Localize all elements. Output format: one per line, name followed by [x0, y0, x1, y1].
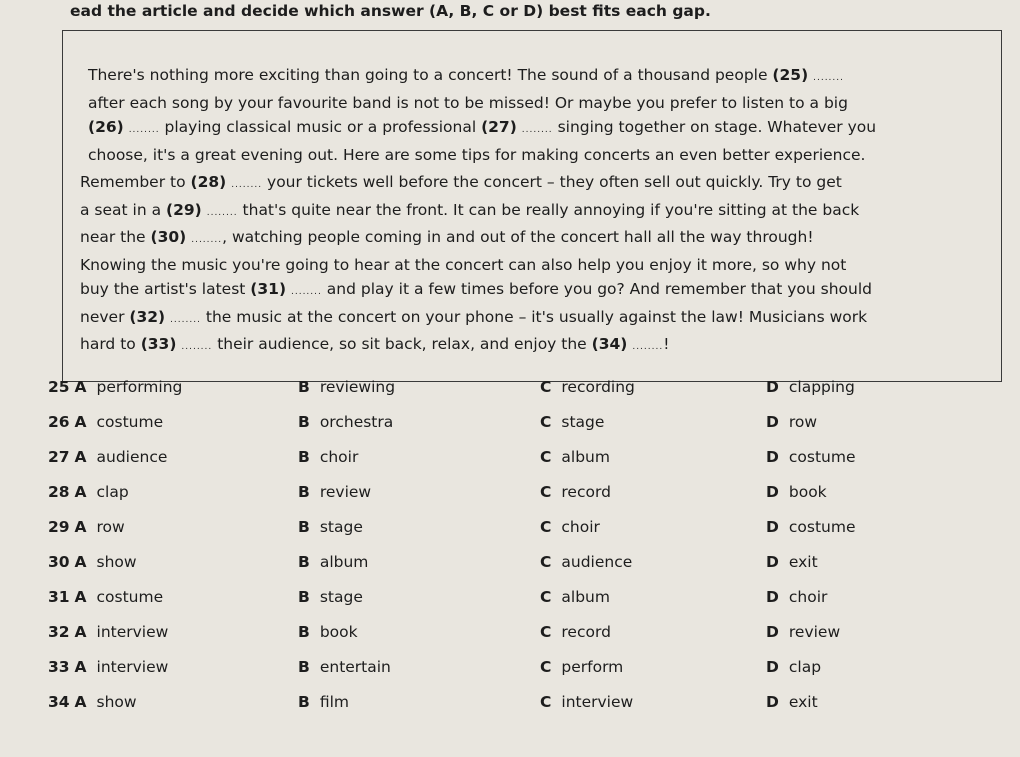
option-text: album: [561, 588, 610, 606]
question-row-32: [0, 623, 1020, 651]
option-text: clap: [788, 658, 822, 676]
option-25-a[interactable]: [48, 378, 182, 396]
question-number: 26: [48, 413, 70, 431]
option-25-b[interactable]: [298, 378, 395, 396]
question-number: 31: [48, 588, 70, 606]
paragraph-1-line-2: after each song by your favourite band is not to be missed! Or maybe you prefer to listen to a big: [88, 93, 848, 112]
gap-28: ........: [231, 180, 263, 190]
gap-number-32: (32): [129, 307, 166, 326]
option-26-c[interactable]: [540, 413, 604, 431]
gap-number-30: (30): [150, 228, 187, 246]
option-26-b[interactable]: [298, 413, 393, 431]
question-row-33: [0, 658, 1020, 686]
option-text: audience: [96, 448, 168, 466]
text-segment: their audience, so sit back, relax, and enjoy the: [212, 335, 592, 353]
instruction-text: ead the article and decide which answer (A, B, C or D) best fits each gap.: [70, 2, 711, 20]
option-letter: B: [298, 378, 310, 396]
option-letter: C: [540, 378, 552, 396]
option-text: book: [788, 483, 827, 501]
option-27-d[interactable]: [766, 448, 856, 466]
option-text: interview: [96, 623, 169, 641]
gap-27: ........: [521, 125, 553, 135]
option-32-d[interactable]: [766, 623, 840, 641]
option-29-d[interactable]: [766, 518, 856, 536]
option-letter: A: [74, 658, 87, 676]
option-letter: D: [766, 658, 779, 676]
question-row-29: [0, 518, 1020, 546]
paragraph-1-line-4: choose, it's a great evening out. Here are some tips for making concerts an even better experience.: [88, 145, 866, 164]
gap-number-33: (33): [140, 335, 177, 353]
question-number: 27: [48, 448, 70, 466]
option-text: clap: [96, 483, 129, 501]
option-text: clapping: [788, 378, 855, 396]
option-letter: A: [74, 518, 87, 536]
option-32-a[interactable]: [48, 623, 168, 641]
gap-32: ........: [170, 314, 201, 325]
option-letter: A: [74, 553, 87, 571]
option-text: costume: [788, 518, 856, 536]
option-letter: B: [298, 588, 310, 606]
text-segment: There's nothing more exciting than going to a concert! The sound of a thousand people: [88, 66, 773, 84]
option-text: row: [96, 518, 125, 536]
option-33-d[interactable]: [766, 658, 821, 676]
option-text: recording: [561, 378, 635, 396]
option-letter: B: [298, 448, 310, 466]
option-letter: A: [74, 448, 87, 466]
option-27-c[interactable]: [540, 448, 610, 466]
option-text: review: [788, 623, 841, 641]
option-text: book: [319, 623, 358, 641]
option-letter: C: [540, 483, 552, 501]
gap-31: ........: [290, 287, 322, 297]
option-letter: A: [74, 378, 87, 396]
option-26-d[interactable]: [766, 413, 817, 431]
option-text: performing: [96, 378, 183, 396]
option-34-a[interactable]: [48, 693, 137, 711]
option-text: album: [561, 448, 610, 466]
option-letter: C: [540, 623, 552, 641]
option-letter: B: [298, 623, 310, 641]
gap-number-27: (27): [481, 118, 517, 136]
gap-29: ........: [206, 207, 238, 218]
option-33-c[interactable]: [540, 658, 623, 676]
question-number: 32: [48, 623, 70, 641]
option-28-b[interactable]: [298, 483, 371, 501]
option-letter: A: [74, 623, 87, 641]
option-34-b[interactable]: [298, 693, 349, 711]
gap-25: ........: [813, 73, 844, 83]
option-letter: C: [540, 658, 552, 676]
text-segment: that's quite near the front. It can be really annoying if you're sitting at the back: [237, 200, 860, 219]
option-text: interview: [96, 658, 169, 676]
option-33-b[interactable]: [298, 658, 391, 676]
option-letter: C: [540, 518, 552, 536]
question-row-28: [0, 483, 1020, 511]
question-number: 30: [48, 553, 70, 571]
option-letter: C: [540, 413, 552, 431]
text-segment: a seat in a: [80, 200, 167, 219]
gap-26: ........: [128, 125, 160, 135]
option-letter: B: [298, 518, 310, 536]
option-letter: C: [540, 553, 552, 571]
text-segment: and play it a few times before you go? And remember that you should: [321, 280, 873, 298]
question-row-25: [0, 378, 1020, 406]
text-segment: near the: [80, 228, 151, 246]
option-text: costume: [788, 448, 856, 466]
option-text: album: [319, 553, 369, 571]
option-letter: D: [766, 483, 779, 501]
option-letter: A: [74, 413, 87, 431]
option-letter: D: [766, 693, 779, 711]
option-32-b[interactable]: [298, 623, 358, 641]
option-text: perform: [561, 658, 624, 676]
option-33-a[interactable]: [48, 658, 168, 676]
option-text: stage: [319, 518, 363, 536]
option-text: exit: [788, 693, 818, 711]
option-32-c[interactable]: [540, 623, 611, 641]
text-segment: singing together on stage. Whatever you: [552, 118, 877, 136]
question-number: 34: [48, 693, 70, 711]
option-text: choir: [788, 588, 828, 606]
question-row-31: [0, 588, 1020, 616]
option-29-b[interactable]: [298, 518, 363, 536]
question-number: 25: [48, 378, 70, 396]
option-text: exit: [788, 553, 818, 571]
option-letter: D: [766, 553, 779, 571]
option-text: review: [319, 483, 372, 501]
option-26-a[interactable]: [48, 413, 163, 431]
option-letter: C: [540, 588, 552, 606]
option-text: show: [96, 553, 137, 571]
question-row-34: [0, 693, 1020, 721]
option-text: film: [319, 693, 349, 711]
text-segment: the music at the concert on your phone – it's usually against the law! Musicians work: [200, 307, 868, 326]
option-29-a[interactable]: [48, 518, 125, 536]
gap-number-31: (31): [250, 280, 287, 298]
question-row-27: [0, 448, 1020, 476]
option-letter: B: [298, 553, 310, 571]
text-segment: !: [663, 335, 670, 353]
option-30-b[interactable]: [298, 553, 368, 571]
text-segment: buy the artist's latest: [80, 280, 251, 298]
option-text: choir: [319, 448, 359, 466]
option-34-c[interactable]: [540, 693, 633, 711]
option-30-d[interactable]: [766, 553, 818, 571]
gap-number-25: (25): [772, 66, 809, 84]
question-number: 28: [48, 483, 70, 501]
option-31-b[interactable]: [298, 588, 363, 606]
option-34-d[interactable]: [766, 693, 818, 711]
text-segment: never: [80, 307, 130, 326]
option-text: orchestra: [319, 413, 394, 431]
question-row-30: [0, 553, 1020, 581]
paragraph-2-line-4: Knowing the music you're going to hear at the concert can also help you enjoy it more, so why not: [80, 255, 847, 274]
text-segment: hard to: [80, 335, 141, 353]
option-text: choir: [561, 518, 600, 536]
option-letter: C: [540, 693, 552, 711]
option-text: show: [96, 693, 137, 711]
option-text: entertain: [319, 658, 391, 676]
gap-34: ........: [632, 342, 664, 352]
question-number: 29: [48, 518, 70, 536]
gap-number-29: (29): [166, 200, 202, 219]
gap-number-34: (34): [591, 335, 628, 353]
option-text: stage: [561, 413, 605, 431]
option-text: reviewing: [319, 378, 396, 396]
option-27-b[interactable]: [298, 448, 358, 466]
text-segment: playing classical music or a professional: [159, 118, 482, 136]
option-letter: B: [298, 658, 310, 676]
option-letter: D: [766, 518, 779, 536]
option-28-c[interactable]: [540, 483, 611, 501]
option-31-d[interactable]: [766, 588, 827, 606]
option-28-a[interactable]: [48, 483, 129, 501]
option-text: record: [561, 623, 611, 641]
option-28-d[interactable]: [766, 483, 827, 501]
gap-number-28: (28): [190, 173, 227, 191]
option-letter: D: [766, 448, 779, 466]
gap-33: ........: [181, 342, 213, 352]
option-29-c[interactable]: [540, 518, 600, 536]
gap-number-26: (26): [88, 118, 124, 136]
option-text: costume: [96, 588, 164, 606]
option-27-a[interactable]: [48, 448, 167, 466]
option-25-c[interactable]: [540, 378, 635, 396]
option-text: record: [561, 483, 611, 501]
option-letter: B: [298, 693, 310, 711]
question-row-26: [0, 413, 1020, 441]
option-31-c[interactable]: [540, 588, 610, 606]
option-letter: D: [766, 623, 779, 641]
text-segment: your tickets well before the concert – they often sell out quickly. Try to get: [262, 173, 842, 191]
option-letter: B: [298, 413, 310, 431]
option-letter: B: [298, 483, 310, 501]
option-letter: A: [74, 693, 87, 711]
question-number: 33: [48, 658, 70, 676]
option-letter: A: [74, 588, 87, 606]
option-text: interview: [561, 693, 634, 711]
text-segment: , watching people coming in and out of the concert hall all the way through!: [222, 228, 814, 246]
option-text: row: [788, 413, 818, 431]
option-text: audience: [561, 553, 633, 571]
option-text: stage: [319, 588, 363, 606]
option-letter: D: [766, 378, 779, 396]
option-letter: D: [766, 413, 779, 431]
option-30-c[interactable]: [540, 553, 632, 571]
option-30-a[interactable]: [48, 553, 137, 571]
option-31-a[interactable]: [48, 588, 163, 606]
option-text: costume: [96, 413, 164, 431]
option-letter: A: [74, 483, 87, 501]
option-letter: C: [540, 448, 552, 466]
option-25-d[interactable]: [766, 378, 855, 396]
option-letter: D: [766, 588, 779, 606]
text-segment: Remember to: [80, 173, 191, 191]
gap-30: ........: [191, 235, 223, 245]
